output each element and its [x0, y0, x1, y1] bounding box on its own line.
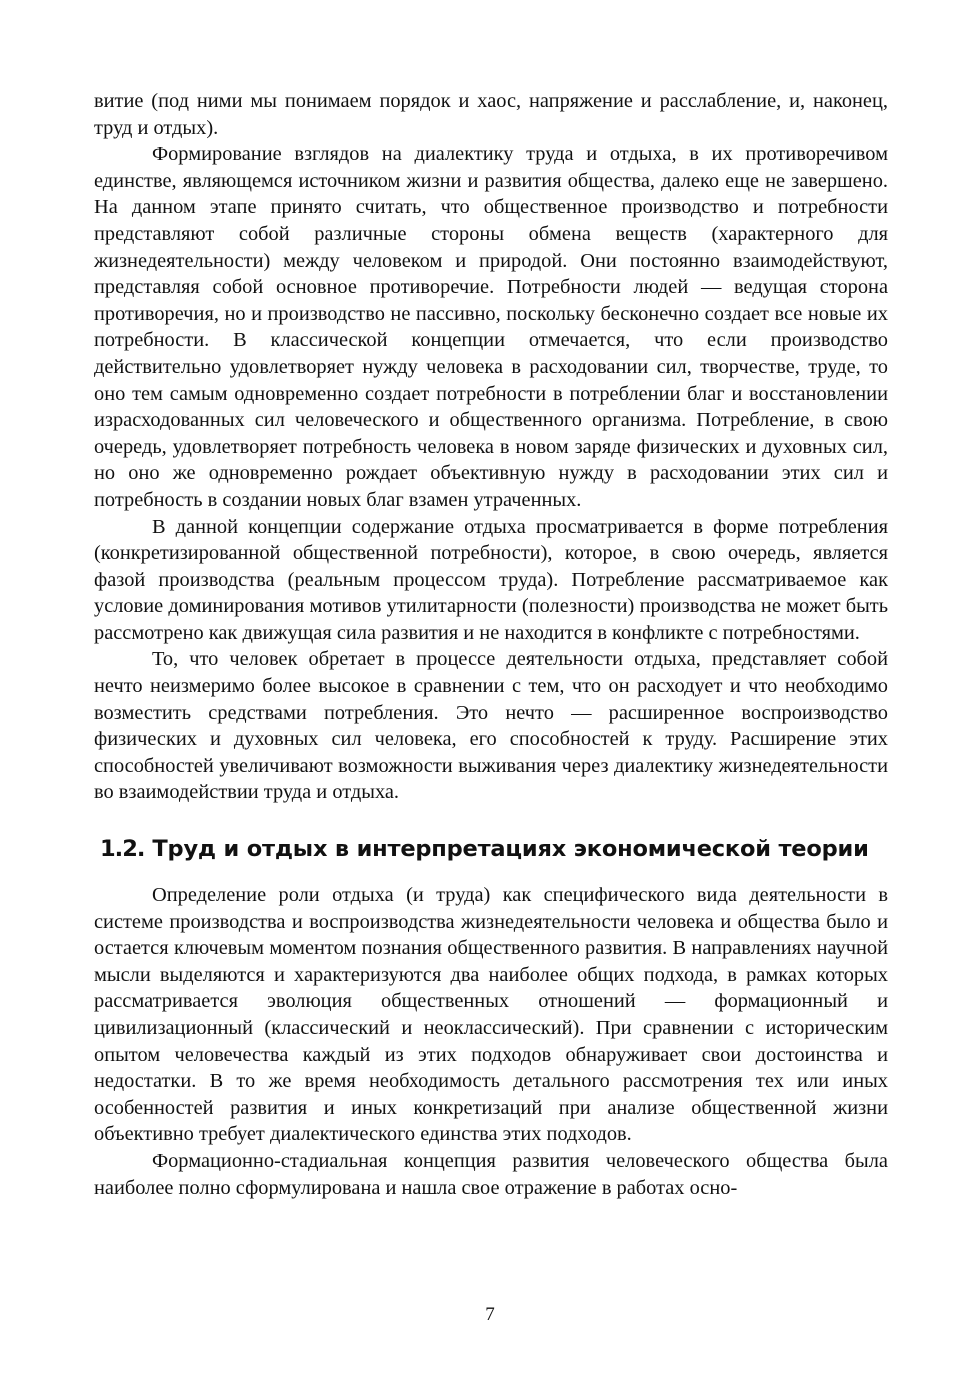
- page-number: 7: [485, 1304, 495, 1325]
- paragraph: То, что человек обретает в процессе деятельности отдыха, представляет собой нечто неизмеримо более высокое в сравнении с тем, что он расходует и что необходимо возместить средствами потребления. Это нечто — расширенное воспроизводство физических и духовных сил человека, его способностей к труду. Расширение этих способностей увеличивают возможности выживания через диалектику жизнедеятельности во взаимодействии труда и отдыха.: [94, 648, 888, 804]
- paragraph: В данной концепции содержание отдыха просматривается в форме потребления (конкретизированной общественной потребности), которое, в свою очередь, является фазой производства (реальным процессом труда). Потребление рассматриваемое как условие доминирования мотивов утилитарности (полезности) производства не может быть рассмотрено как движущая сила развития и не находится в конфликте с потребностями.: [94, 515, 888, 644]
- section-heading: [94, 834, 888, 864]
- section-number: 1.2.: [100, 836, 145, 863]
- paragraph: витие (под ними мы понимаем порядок и хаос, напряжение и расслабление, и, наконец, труд и отдых).: [94, 90, 888, 139]
- body-text-top: [94, 88, 888, 806]
- body-text-bottom: [94, 882, 888, 1201]
- paragraph: Определение роли отдыха (и труда) как специфического вида деятельности в системе производства и воспроизводства жизнедеятельности человека и общества было и остается ключевым моментом познания общественного развития. В направлениях научной мысли выделяются и характеризуются два наиболее общих подхода, в рамках которых рассматривается эволюция общественных отношений — формационный и цивилизационный (классический и неоклассический). При сравнении с историческим опытом человечества каждый из этих подходов обнаруживает свои достоинства и недостатки. В то же время необходимость детального рассмотрения тех или иных особенностей развития и иных конкретизаций при анализе общественной жизни объективно требует диалектического единства этих подходов.: [94, 884, 888, 1146]
- paragraph: Формирование взглядов на диалектику труда и отдыха, в их противоречивом единстве, являющемся источником жизни и развития общества, далеко еще не завершено. На данном этапе принято считать, что общественное производство и потребности представляют собой различные стороны обмена веществ (характерного для жизнедеятельности) между человеком и природой. Они постоянно взаимодействуют, представляя собой основное противоречие. Потребности людей — ведущая сторона противоречия, но и производство не пассивно, поскольку бесконечно создает все новые их потребности. В классической концепции отмечается, что если производство действительно удовлетворяет нужду человека в расходовании сил, творчестве, труде, то оно тем самым одновременно создает потребности в потреблении благ и восстановлении израсходованных сил человеческого и общественного организма. Потребление, в свою очередь, удовлетворяет потребность человека в новом заряде физических и духовных сил, но оно же одновременно рождает объективную нужду в расходовании этих сил и потребность в создании новых благ взамен утраченных.: [94, 143, 888, 511]
- section-title-text: Труд и отдых в интерпретациях экономической теории: [152, 836, 869, 863]
- paragraph: Формационно-стадиальная концепция развития человеческого общества была наиболее полно сформулирована и нашла свое отражение в работах осно-: [94, 1149, 888, 1199]
